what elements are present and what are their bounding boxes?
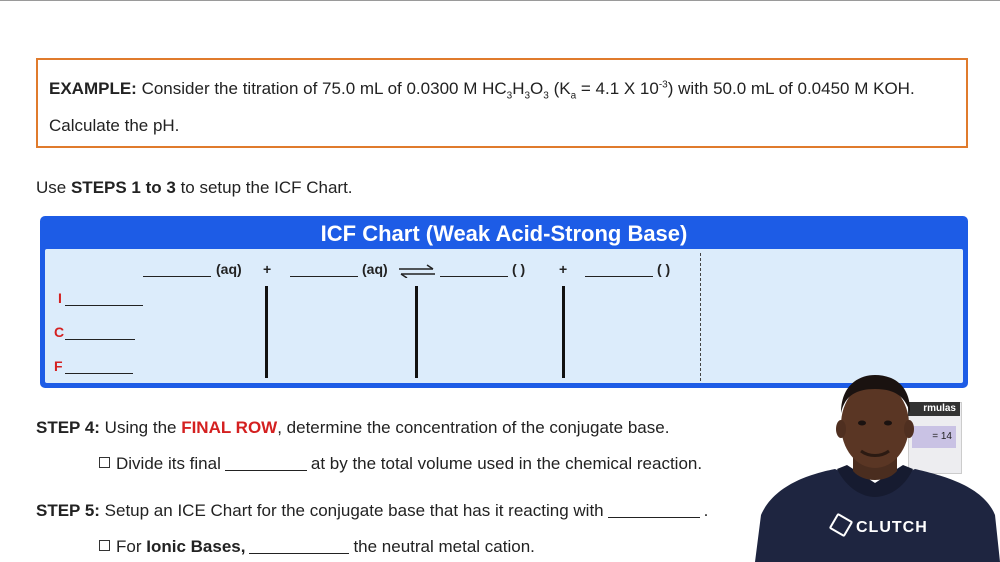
equilibrium-arrows-icon (397, 264, 437, 278)
product-2-blank[interactable] (585, 276, 653, 277)
row-change-blank[interactable] (65, 339, 135, 340)
superscript: -3 (658, 79, 668, 91)
product-1-phase: ( ) (512, 261, 526, 277)
aq-label-2: (aq) (362, 261, 388, 277)
formulas-tab[interactable]: rmulas (908, 402, 960, 416)
icf-chart (40, 216, 968, 388)
reactant-1-blank[interactable] (143, 276, 211, 277)
step-5-sub (99, 537, 535, 557)
step-4-label: STEP 4: (36, 418, 100, 437)
column-divider-3 (562, 286, 565, 378)
subscript: 3 (506, 90, 513, 102)
aq-label-1: (aq) (216, 261, 242, 277)
example-text-b: ) with 50.0 mL of 0.0450 M KOH. (667, 79, 915, 98)
example-text: (K (548, 79, 571, 98)
step-5-blank[interactable] (608, 517, 700, 518)
step-5-end: . (703, 501, 709, 520)
example-label: EXAMPLE: (49, 79, 137, 98)
step-4-sub (99, 454, 702, 474)
step-5-sub-bold: Ionic Bases, (146, 537, 246, 556)
example-box (36, 58, 968, 148)
instruction-text (36, 178, 353, 198)
example-question (49, 79, 915, 101)
example-line-2: Calculate the pH. (49, 116, 180, 135)
instruction-bold: STEPS 1 to 3 (70, 178, 176, 197)
plus-sign-2: + (559, 261, 568, 277)
row-label-change: C (54, 324, 65, 340)
clutch-hex-icon (829, 513, 854, 538)
checkbox-icon[interactable] (99, 457, 110, 468)
subscript: 3 (543, 90, 549, 102)
instruction-prefix: Use (36, 178, 71, 197)
step-5 (36, 501, 708, 521)
row-label-initial: I (58, 290, 62, 306)
icf-chart-title: ICF Chart (Weak Acid-Strong Base) (320, 221, 688, 246)
step-4-sub-b: at by the total volume used in the chemical reaction. (310, 454, 703, 473)
step-4 (36, 418, 669, 438)
row-final-blank[interactable] (65, 373, 133, 374)
example-text-a: Consider the titration of 75.0 mL of 0.0300 M HC (141, 79, 507, 98)
example-text: = 4.1 X 10 (576, 79, 659, 98)
instruction-suffix: to setup the ICF Chart. (175, 178, 353, 197)
step-4-highlight: FINAL ROW (181, 418, 278, 437)
formula-value: = 14 (912, 426, 956, 448)
example-text: H (512, 79, 525, 98)
step-4-text-b: , determine the concentration of the conjugate base. (277, 418, 670, 437)
top-divider (0, 0, 1000, 1)
dotted-divider (700, 253, 701, 381)
step-5-sub-prefix: For (116, 537, 147, 556)
row-initial-blank[interactable] (65, 305, 143, 306)
column-divider-2 (415, 286, 418, 378)
step-4-text-a: Using the (99, 418, 182, 437)
product-2-phase: ( ) (657, 261, 671, 277)
example-text: O (530, 79, 544, 98)
clutch-brand-text: CLUTCH (856, 519, 928, 536)
clutch-logo (832, 516, 928, 537)
subscript: 3 (524, 90, 531, 102)
step-4-sub-a: Divide its final (116, 454, 221, 473)
reactant-2-blank[interactable] (290, 276, 358, 277)
step-5-sub-suffix: the neutral metal cation. (353, 537, 535, 556)
step-5-text: Setup an ICE Chart for the conjugate base that has it reacting with (99, 501, 604, 520)
product-1-blank[interactable] (440, 276, 508, 277)
column-divider-1 (265, 286, 268, 378)
row-label-final: F (54, 358, 63, 374)
step-5-label: STEP 5: (36, 501, 100, 520)
icf-chart-body (45, 249, 963, 383)
step-5-sub-blank[interactable] (249, 553, 349, 554)
step-4-blank[interactable] (225, 470, 307, 471)
subscript: a (570, 90, 577, 102)
checkbox-icon[interactable] (99, 540, 110, 551)
plus-sign-1: + (263, 261, 272, 277)
